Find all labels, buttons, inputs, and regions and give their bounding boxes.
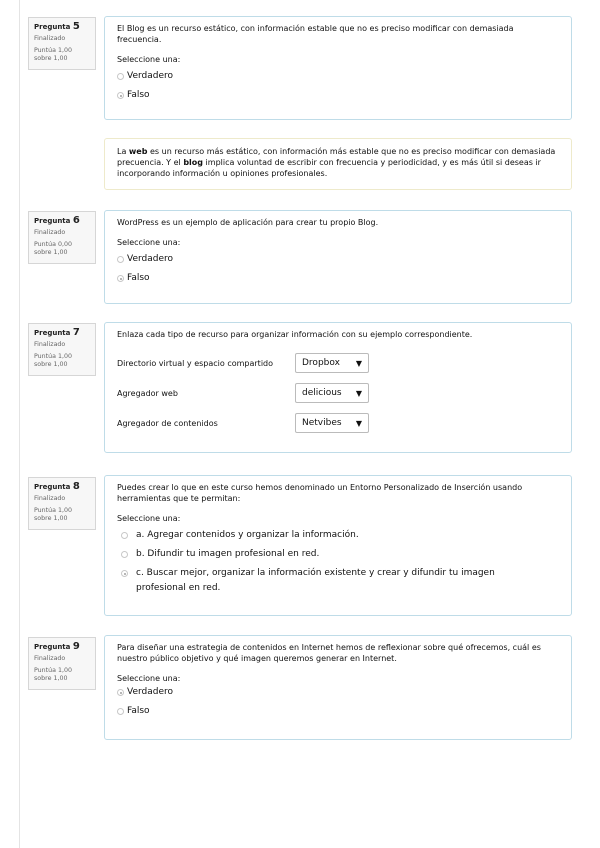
match-select-agregador-contenidos[interactable]: Netvibes ▼ <box>295 413 369 433</box>
question-info-8 <box>28 477 96 530</box>
caret-down-icon: ▼ <box>355 358 362 368</box>
question-text: Para diseñar una estrategia de contenidos en Internet hemos de reflexionar sobre qué ofrecemos, cuál es nuestro público objetivo y qué imagen queremos generar en Internet. <box>117 643 541 663</box>
question-grade: Puntúa 0,00 sobre 1,00 <box>34 241 73 256</box>
question-content-5 <box>104 16 572 120</box>
radio-button-icon[interactable] <box>117 92 124 99</box>
question-info-6 <box>28 211 96 264</box>
match-row-agregador-web <box>117 382 559 404</box>
question-grade: Puntúa 1,00 sobre 1,00 <box>34 667 73 682</box>
answer-option-verdadero[interactable]: Verdadero <box>117 685 559 700</box>
answer-option-falso[interactable]: Falso <box>117 704 559 719</box>
match-select-agregador-web[interactable]: delicious ▼ <box>295 383 369 403</box>
match-label: Agregador de contenidos <box>117 418 218 428</box>
radio-button-icon[interactable] <box>121 532 128 539</box>
match-select-directorio[interactable]: Dropbox ▼ <box>295 353 369 373</box>
question-text: WordPress es un ejemplo de aplicación para crear tu propio Blog. <box>117 218 379 227</box>
question-grade: Puntúa 1,00 sobre 1,00 <box>34 353 73 368</box>
question-title: Pregunta 7 <box>34 327 80 338</box>
question-state: Finalizado <box>34 341 66 348</box>
question-info-5 <box>28 17 96 70</box>
answer-option-a[interactable]: a. Agregar contenidos y organizar la información. <box>117 528 559 543</box>
radio-button-icon[interactable] <box>121 551 128 558</box>
caret-down-icon: ▼ <box>355 418 362 428</box>
page-left-border <box>19 0 20 848</box>
question-title: Pregunta 8 <box>34 481 80 492</box>
question-state: Finalizado <box>34 35 66 42</box>
question-text: El Blog es un recurso estático, con información estable que no es preciso modificar con demasiada frecuencia. <box>117 24 514 44</box>
match-row-directorio <box>117 352 559 374</box>
question-content-7 <box>104 322 572 453</box>
question-text: Enlaza cada tipo de recurso para organizar información con su ejemplo correspondiente. <box>117 330 473 339</box>
question-title: Pregunta 5 <box>34 21 80 32</box>
question-feedback-5: La web es un recurso más estático, con información más estable que no es preciso modificar con demasiada precuencia. Y el blog implica voluntad de escribir con frecuencia y periodicidad, y es más útil si deseas ir incorporando información u opiniones profesionales. <box>104 138 572 190</box>
question-state: Finalizado <box>34 229 66 236</box>
radio-button-icon[interactable] <box>121 570 128 577</box>
question-info-9 <box>28 637 96 690</box>
radio-button-icon[interactable] <box>117 275 124 282</box>
radio-button-icon[interactable] <box>117 708 124 715</box>
question-title: Pregunta 6 <box>34 215 80 226</box>
answer-option-c[interactable]: c. Buscar mejor, organizar la información existente y crear y difundir tu imagen profesional en red. <box>117 566 559 596</box>
match-label: Directorio virtual y espacio compartido <box>117 358 274 368</box>
answer-option-falso[interactable]: Falso <box>117 88 559 103</box>
question-content-8 <box>104 475 572 616</box>
radio-button-icon[interactable] <box>117 256 124 263</box>
question-grade: Puntúa 1,00 sobre 1,00 <box>34 47 73 62</box>
question-info-7 <box>28 323 96 376</box>
question-content-9 <box>104 635 572 740</box>
answer-prompt: Seleccione una: <box>117 55 181 64</box>
answer-prompt: Seleccione una: <box>117 674 181 683</box>
answer-option-verdadero[interactable]: Verdadero <box>117 252 559 267</box>
question-state: Finalizado <box>34 495 66 502</box>
question-content-6 <box>104 210 572 304</box>
question-title: Pregunta 9 <box>34 641 80 652</box>
answer-option-b[interactable]: b. Difundir tu imagen profesional en red. <box>117 547 559 562</box>
question-state: Finalizado <box>34 655 66 662</box>
match-row-agregador-contenidos <box>117 412 559 434</box>
question-grade: Puntúa 1,00 sobre 1,00 <box>34 507 73 522</box>
answer-option-verdadero[interactable]: Verdadero <box>117 69 559 84</box>
caret-down-icon: ▼ <box>355 388 362 398</box>
match-label: Agregador web <box>117 388 178 398</box>
radio-button-icon[interactable] <box>117 73 124 80</box>
radio-button-icon[interactable] <box>117 689 124 696</box>
answer-prompt: Seleccione una: <box>117 514 181 523</box>
answer-option-falso[interactable]: Falso <box>117 271 559 286</box>
answer-prompt: Seleccione una: <box>117 238 181 247</box>
question-text: Puedes crear lo que en este curso hemos denominado un Entorno Personalizado de Inserción usando herramientas que te permitan: <box>117 483 523 503</box>
